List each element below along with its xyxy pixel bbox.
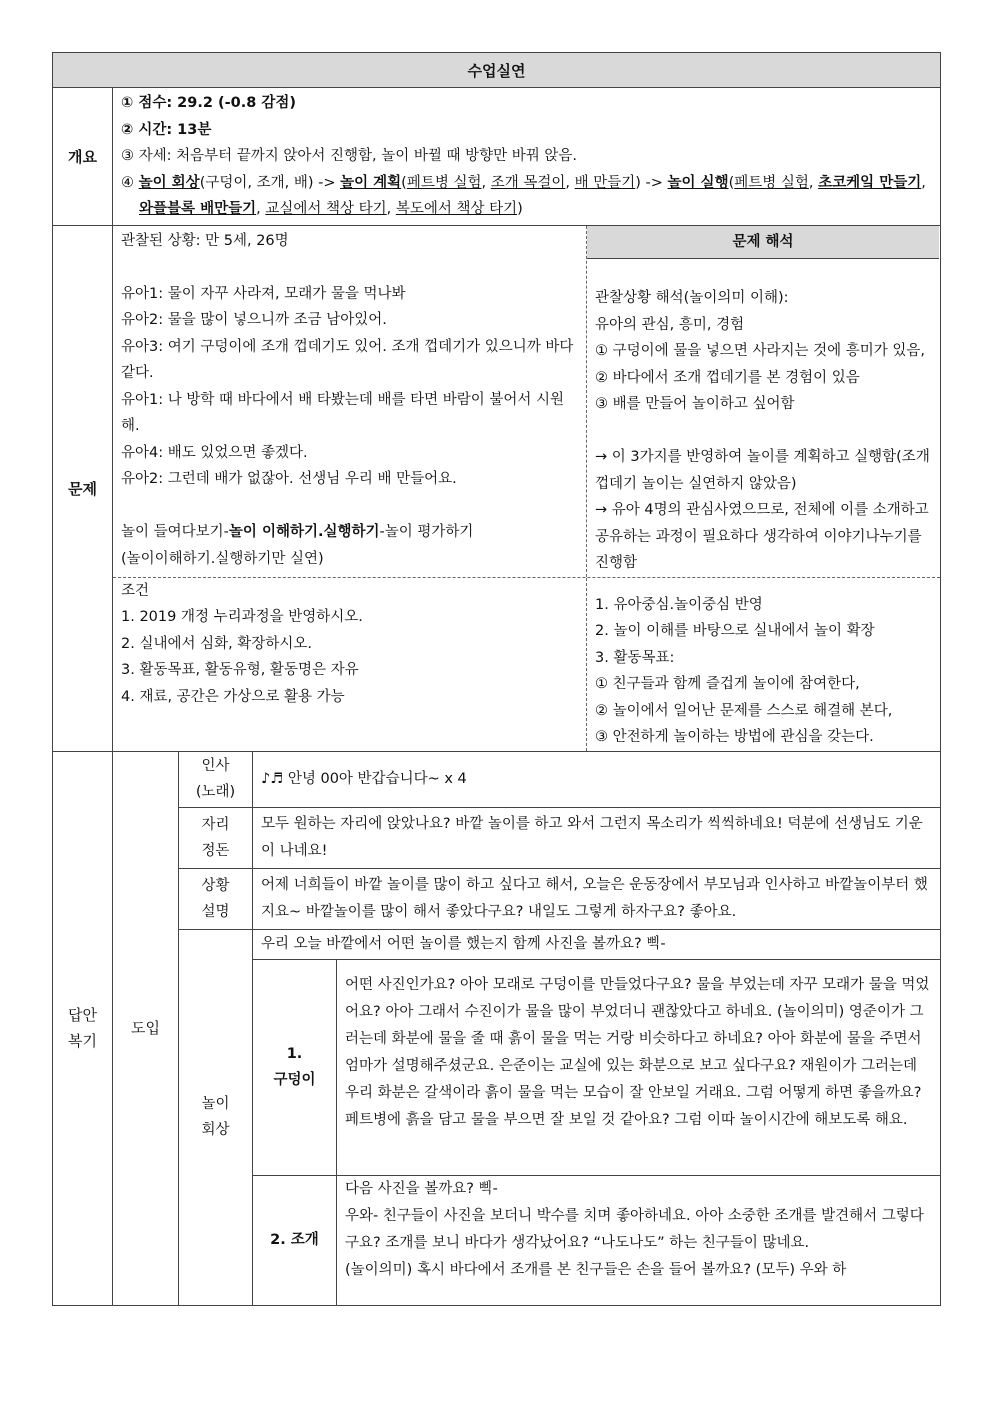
- intro-label: 도입: [113, 751, 179, 1305]
- interp-header: 문제 해석: [587, 226, 939, 259]
- condition-answers: [587, 578, 939, 751]
- dialogue-1: 유아1: 물이 자꾸 사라져, 모래가 물을 먹나봐: [121, 285, 406, 302]
- dialogue-6: 유아2: 그런데 배가 없잖아. 선생님 우리 배 만들어요.: [121, 471, 457, 487]
- row-label-seating: 자리 정돈: [179, 807, 253, 868]
- row-label-greeting: 인사 (노래): [179, 751, 253, 807]
- document: [52, 52, 940, 1306]
- section-header: 수업실연: [53, 53, 941, 88]
- cond-answer-5: ② 놀이에서 일어난 문제를 스스로 해결해 본다,: [595, 702, 893, 719]
- cond-answer-4: ① 친구들과 함께 즐겁게 놀이에 참여한다,: [595, 676, 860, 692]
- interp-item-1: ① 구덩이에 물을 넣으면 사라지는 것에 흥미가 있음,: [595, 343, 926, 359]
- review-item-text-2: 다음 사진을 볼까요? 삑- 우와- 친구들이 사진을 보더니 박수를 치며 좋아하네요. 아아 소중한 조개를 발견해서 그렇다구요? 조개를 보니 바다가 생각났어요? “나도나도” 하는 친구들이 많네요. (놀이의미) 혹시 바다에서 조개를 본 친구들은 손을 들어 볼까요? (모두) 우와 하: [337, 1175, 941, 1305]
- cond-answer-1: 1. 유아중심.놀이중심 반영: [595, 596, 763, 613]
- problem-label: 문제: [53, 225, 113, 751]
- steps-note: (놀이이해하기.실행하기만 실연): [121, 550, 324, 567]
- cond-answer-6: ③ 안전하게 놀이하는 방법에 관심을 갖는다.: [595, 729, 874, 745]
- lesson-table: [52, 52, 941, 1306]
- observed-situation: [113, 226, 587, 577]
- flow-plan: 놀이 계획: [340, 174, 402, 191]
- cond-1: 1. 2019 개정 누리과정을 반영하시오.: [121, 609, 363, 625]
- interp-sub: 유아의 관심, 흥미, 경험: [595, 316, 745, 333]
- overview-content: [113, 88, 941, 226]
- interp-arrow-1: → 이 3가지를 반영하여 놀이를 계획하고 실행함(조개 껍데기 놀이는 실연하지 않았음): [595, 449, 930, 492]
- overview-posture: ③ 자세: 처음부터 끝까지 앉아서 진행함, 놀이 바뀔 때 방향만 바꿔 앉음.: [121, 148, 577, 164]
- dialogue-4: 유아1: 나 방학 때 바다에서 배 타봤는데 배를 타면 바람이 불어서 시원해.: [121, 391, 564, 434]
- review-intro: 우리 오늘 바깥에서 어떤 놀이를 했는지 함께 사진을 볼까요? 삑-: [253, 929, 941, 959]
- interp-arrow-2: → 유아 4명의 관심사였으므로, 전체에 이를 소개하고 공유하는 과정이 필요하다 생각하여 이야기나누기를 진행함: [595, 502, 929, 571]
- row-label-situation: 상황 설명: [179, 868, 253, 929]
- dialogue-5: 유아4: 배도 있었으면 좋겠다.: [121, 444, 308, 461]
- review-item-title-2: 2. 조개: [253, 1175, 337, 1305]
- dialogue-2: 유아2: 물을 많이 넣으니까 조금 남아있어.: [121, 312, 387, 328]
- problem-content: [113, 225, 941, 751]
- review-item-title-1: 1. 구덩이: [253, 959, 337, 1175]
- overview-score: ① 점수: 29.2 (-0.8 감점): [121, 95, 297, 111]
- flow-review: 놀이 회상: [138, 174, 200, 191]
- cond-4: 4. 재료, 공간은 가상으로 활용 가능: [121, 688, 345, 705]
- overview-flow: ④ 놀이 회상(구덩이, 조개, 배) -> 놀이 계획(페트병 실험, 조개 목걸이, 배 만들기) -> 놀이 실행(페트병 실험, 초코케잌 만들기, 와플블록 배만들기, 교실에서 책상 타기, 복도에서 책상 타기): [121, 174, 926, 217]
- cond-2: 2. 실내에서 심화, 확장하시오.: [121, 635, 312, 652]
- conditions: [113, 578, 587, 751]
- cond-3: 3. 활동목표, 활동유형, 활동명은 자유: [121, 662, 359, 678]
- row-text-situation: 어제 너희들이 바깥 놀이를 많이 하고 싶다고 해서, 오늘은 운동장에서 부모님과 인사하고 바깥놀이부터 했지요~ 바깥놀이를 많이 해서 좋았다구요? 내일도 그렇게 하자구요? 좋아요.: [253, 868, 941, 929]
- flow-do: 놀이 실행: [667, 174, 729, 191]
- interpretation: [587, 226, 939, 577]
- review-item-text-1: 어떤 사진인가요? 아아 모래로 구덩이를 만들었다구요? 물을 부었는데 자꾸 모래가 물을 먹었어요? 아아 그래서 수진이가 물을 많이 부었더니 괜찮았다고 하네요. (놀이의미) 영준이가 그러는데 화분에 물을 줄 때 흙이 물을 먹는 거랑 비슷하다고 하네요? 아아 화분에 물을 주면서 엄마가 설명해주셨군요. 은준이는 교실에 있는 화분으로 보고 싶다구요? 재원이가 그러는데 우리 화분은 갈색이라 흙이 물을 먹는 모습이 잘 안보일 거래요. 그럼 어떻게 하면 좋을까요? 페트병에 흙을 담고 물을 부으면 잘 보일 것 같아요? 그럼 이따 놀이시간에 해보도록 해요.: [337, 959, 941, 1175]
- cond-title: 조건: [121, 582, 150, 599]
- row-text-seating: 모두 원하는 자리에 앉았나요? 바깥 놀이를 하고 와서 그런지 목소리가 씩씩하네요! 덕분에 선생님도 기운이 나네요!: [253, 807, 941, 868]
- overview-time: ② 시간: 13분: [121, 121, 212, 138]
- interp-title: 관찰상황 해석(놀이의미 이해):: [595, 290, 789, 306]
- dialogue-3: 유아3: 여기 구덩이에 조개 껍데기도 있어. 조개 껍데기가 있으니까 바다같다.: [121, 338, 574, 381]
- cond-answer-3: 3. 활동목표:: [595, 649, 675, 666]
- review-label: 놀이 회상: [179, 929, 253, 1305]
- cond-answer-2: 2. 놀이 이해를 바탕으로 실내에서 놀이 확장: [595, 623, 875, 639]
- interp-item-2: ② 바다에서 조개 껍데기를 본 경험이 있음: [595, 369, 860, 386]
- interp-item-3: ③ 배를 만들어 놀이하고 싶어함: [595, 396, 795, 412]
- overview-label: 개요: [53, 88, 113, 226]
- situation-title: 관찰된 상황: 만 5세, 26명: [121, 232, 289, 249]
- answer-label: 답안 복기: [53, 751, 113, 1305]
- row-text-greeting: ♪♬ 안녕 00아 반갑습니다~ x 4: [253, 751, 941, 807]
- steps: 놀이 들여다보기-놀이 이해하기.실행하기-놀이 평가하기: [121, 524, 474, 540]
